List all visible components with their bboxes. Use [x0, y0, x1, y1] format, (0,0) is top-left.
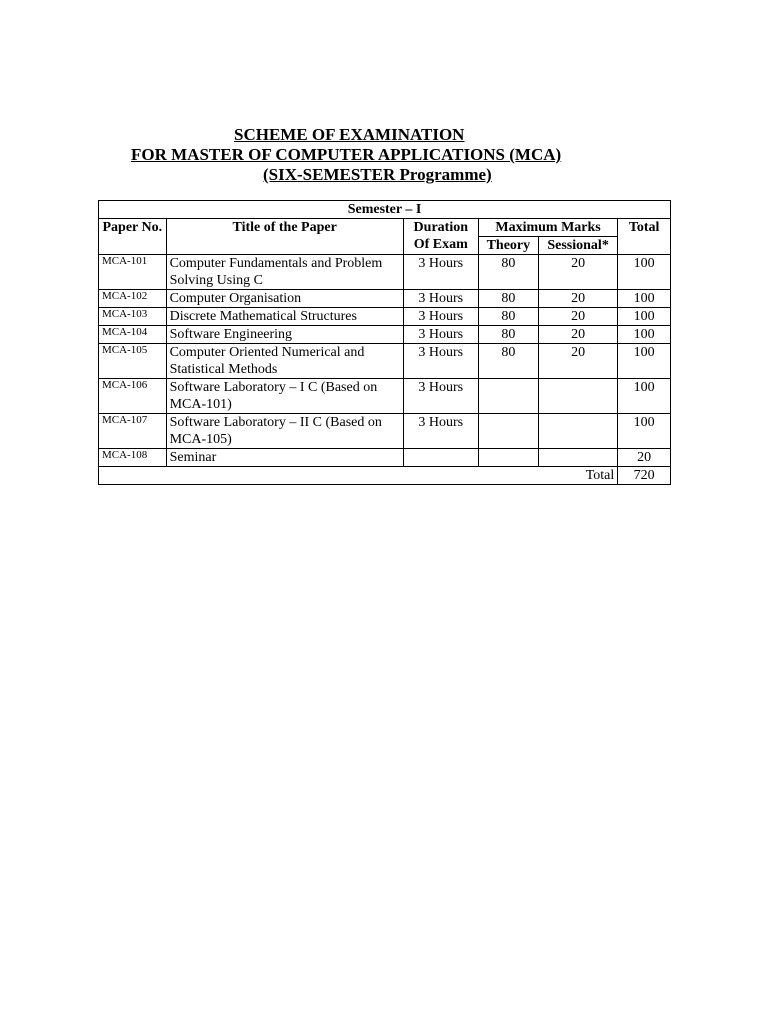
paper-no: MCA-102	[99, 290, 167, 308]
exam-duration: 3 Hours	[403, 326, 478, 344]
table-row	[99, 308, 671, 326]
grand-total-value: 720	[618, 467, 671, 485]
paper-title: Computer Fundamentals and Problem Solving Using C	[166, 255, 403, 290]
sessional-marks: 20	[538, 290, 617, 308]
paper-title: Computer Oriented Numerical and Statistical Methods	[166, 344, 403, 379]
sessional-marks	[538, 414, 617, 449]
exam-duration: 3 Hours	[403, 379, 478, 414]
sessional-marks	[538, 379, 617, 414]
theory-marks	[478, 414, 538, 449]
paper-no: MCA-106	[99, 379, 167, 414]
semester-label: Semester – I	[99, 201, 671, 219]
grand-total-label: Total	[99, 467, 618, 485]
semester-header-row	[99, 201, 671, 219]
header-duration: Duration Of Exam	[403, 219, 478, 255]
total-marks: 20	[618, 449, 671, 467]
total-marks: 100	[618, 379, 671, 414]
exam-duration	[403, 449, 478, 467]
scheme-title: SCHEME OF EXAMINATION	[234, 125, 465, 144]
paper-no: MCA-105	[99, 344, 167, 379]
sessional-marks: 20	[538, 308, 617, 326]
exam-duration: 3 Hours	[403, 344, 478, 379]
header-sessional: Sessional*	[538, 237, 617, 255]
sessional-marks: 20	[538, 255, 617, 290]
exam-duration: 3 Hours	[403, 414, 478, 449]
theory-marks: 80	[478, 308, 538, 326]
exam-duration: 3 Hours	[403, 290, 478, 308]
header-theory: Theory	[478, 237, 538, 255]
header-max-marks: Maximum Marks	[478, 219, 617, 237]
theory-marks: 80	[478, 326, 538, 344]
paper-no: MCA-101	[99, 255, 167, 290]
theory-marks: 80	[478, 255, 538, 290]
total-marks: 100	[618, 344, 671, 379]
paper-title: Seminar	[166, 449, 403, 467]
table-body	[99, 255, 671, 467]
table-row	[99, 326, 671, 344]
theory-marks	[478, 379, 538, 414]
table-row	[99, 255, 671, 290]
grand-total-row	[99, 467, 671, 485]
table-row	[99, 414, 671, 449]
total-marks: 100	[618, 308, 671, 326]
paper-no: MCA-103	[99, 308, 167, 326]
examination-scheme-table	[98, 200, 671, 485]
paper-title: Computer Organisation	[166, 290, 403, 308]
paper-no: MCA-107	[99, 414, 167, 449]
table-row	[99, 344, 671, 379]
exam-duration: 3 Hours	[403, 308, 478, 326]
sessional-marks: 20	[538, 326, 617, 344]
paper-title: Software Engineering	[166, 326, 403, 344]
header-paper-no: Paper No.	[99, 219, 167, 255]
paper-title: Software Laboratory – II C (Based on MCA-105)	[166, 414, 403, 449]
theory-marks: 80	[478, 344, 538, 379]
sessional-marks	[538, 449, 617, 467]
total-marks: 100	[618, 326, 671, 344]
programme-subtitle: (SIX-SEMESTER Programme)	[263, 165, 492, 184]
paper-no: MCA-108	[99, 449, 167, 467]
theory-marks: 80	[478, 290, 538, 308]
total-marks: 100	[618, 414, 671, 449]
table-row	[99, 290, 671, 308]
header-title: Title of the Paper	[166, 219, 403, 255]
total-marks: 100	[618, 290, 671, 308]
column-header-row	[99, 219, 671, 237]
table-row	[99, 379, 671, 414]
paper-title: Software Laboratory – I C (Based on MCA-101)	[166, 379, 403, 414]
table-row	[99, 449, 671, 467]
theory-marks	[478, 449, 538, 467]
paper-title: Discrete Mathematical Structures	[166, 308, 403, 326]
exam-duration: 3 Hours	[403, 255, 478, 290]
total-marks: 100	[618, 255, 671, 290]
sessional-marks: 20	[538, 344, 617, 379]
header-total: Total	[618, 219, 671, 255]
programme-title: FOR MASTER OF COMPUTER APPLICATIONS (MCA)	[131, 145, 562, 164]
paper-no: MCA-104	[99, 326, 167, 344]
